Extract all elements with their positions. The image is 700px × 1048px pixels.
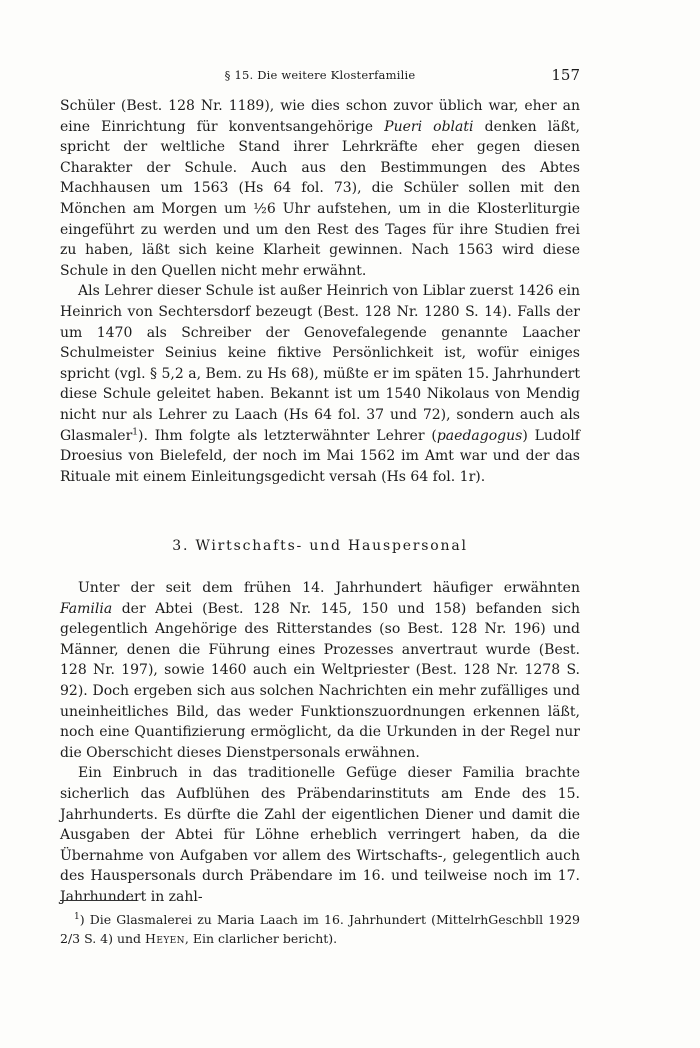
p2-text-d: ) Ludolf Droesius von Bielefeld, der noch im Mai 1562 im Amt war und der das Rituale mit einem Einleitungsgedicht versah (Hs 64 fol. 1r).: [60, 427, 580, 485]
p3-text-a: Unter der seit dem frühen 14. Jahrhundert häufiger erwähnten: [78, 580, 580, 596]
p1-text-a: Schüler (Best. 128 Nr. 1189), wie dies schon zuvor üblich war, eher an eine Einrichtung für konventsangehörige: [60, 98, 580, 135]
footnote-text-b: , Ein clarlicher bericht).: [184, 931, 338, 946]
p3-italic: Familia: [60, 600, 113, 617]
paragraph-1: [60, 96, 580, 281]
p2-text-b: ). Ihm folgte als letzterwähnter Lehrer (: [138, 427, 437, 444]
footnote-text-a: ) Die Glasmalerei zu Maria Laach im 16. Jahrhundert (MittelrhGeschbll 1929 2/3 S. 4) und: [60, 912, 580, 946]
footnote-ref: 1: [132, 426, 139, 437]
page-header: [60, 66, 580, 86]
footnote: [60, 910, 580, 948]
page-number: 157: [551, 66, 580, 84]
paragraph-3: [60, 578, 580, 763]
footnote-marker: 1: [74, 911, 80, 922]
p3-text-c: der Abtei (Best. 128 Nr. 145, 150 und 158) befanden sich gelegentlich Angehörige des Ritterstandes (so Best. 128 Nr. 196) und Männer, denen die Führung eines Prozesses anvertraut wurde (Best. 128 Nr. 197), sowie 1460 auch ein Weltpriester (Best. 128 Nr. 1278 S. 92). Doch ergeben sich aus solchen Nachrichten ein mehr zufälliges und uneinheitliches Bild, das weder Funktionszuordnungen erkennen läßt, noch eine Quantifizierung ermöglicht, da die Urkunden in der Regel nur die Oberschicht dieses Dienstpersonals erwähnen.: [60, 600, 580, 761]
p2-text-a: Als Lehrer dieser Schule ist außer Heinrich von Liblar zuerst 1426 ein Heinrich von Sechtersdorf bezeugt (Best. 128 Nr. 1280 S. 14). Falls der um 1470 als Schreiber der Genovefalegende genannte Laacher Schulmeister Seinius keine fiktive Persönlichkeit ist, wofür einiges spricht (vgl. § 5,2 a, Bem. zu Hs 68), müßte er im späten 15. Jahrhundert diese Schule geleitet haben. Bekannt ist um 1540 Nikolaus von Mendig nicht nur als Lehrer zu Laach (Hs 64 fol. 37 und 72), sondern auch als Glasmaler: [60, 283, 580, 444]
section-heading: 3. Wirtschafts- und Hauspersonal: [172, 538, 468, 554]
paragraph-4: Ein Einbruch in das traditionelle Gefüge dieser Familia brachte sicherlich das Aufblühen des Präbendarinstituts am Ende des 15. Jahrhunderts. Es dürfte die Zahl der eigentlichen Diener und damit die Ausgaben der Abtei für Löhne erheblich verringert haben, da die Übernahme von Aufgaben vor allem des Wirtschafts-, gelegentlich auch des Hauspersonals durch Präbendare im 16. und teilweise noch im 17. Jahrhundert in zahl-: [60, 765, 580, 905]
p2-italic: paedagogus: [436, 427, 523, 444]
main-text-upper: [60, 96, 580, 487]
p1-italic: Pueri oblati: [384, 118, 474, 135]
paragraph-2: [60, 281, 580, 487]
p1-text-c: denken läßt, spricht der weltliche Stand ihrer Lehrkräfte eher gegen diesen Charakter der Schule. Auch aus den Bestimmungen des Abtes Machhausen um 1563 (Hs 64 fol. 73), die Schüler sollen mit den Mönchen am Morgen um ½6 Uhr aufstehen, um in die Klosterliturgie eingeführt zu werden und um den Rest des Tages für ihre Studien frei zu haben, läßt sich keine Klarheit gewinnen. Nach 1563 wird diese Schule in den Quellen nicht mehr erwähnt.: [60, 118, 581, 279]
footnote-author: Heyen: [145, 931, 185, 946]
main-text-lower: [60, 578, 580, 908]
running-head: § 15. Die weitere Klosterfamilie: [224, 68, 416, 82]
footnote-rule: [60, 900, 136, 901]
